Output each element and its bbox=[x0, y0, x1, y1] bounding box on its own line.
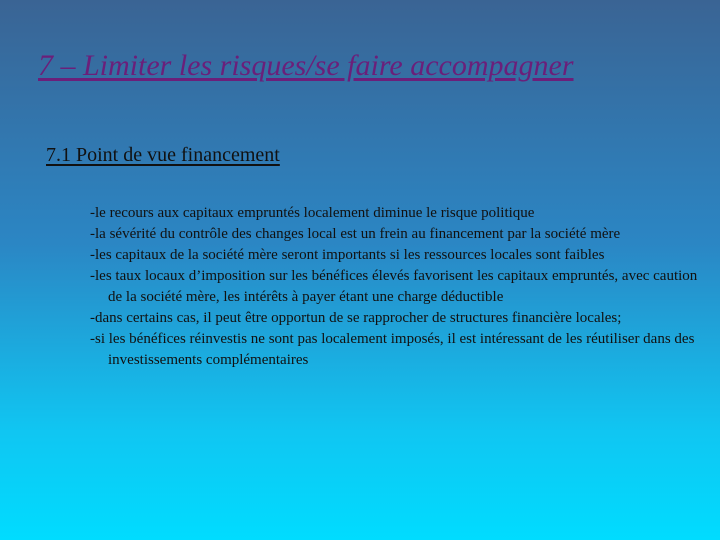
bullet-item: -dans certains cas, il peut être opportun de se rapprocher de structures financière locales; bbox=[90, 310, 622, 326]
bullet-item: -si les bénéfices réinvestis ne sont pas localement imposés, il est intéressant de les réutiliser dans des investissements complémentaires bbox=[90, 331, 695, 368]
bullet-list bbox=[90, 203, 700, 371]
slide-title: 7 – Limiter les risques/se faire accompagner bbox=[38, 49, 574, 82]
bullet-item: -la sévérité du contrôle des changes local est un frein au financement par la société mère bbox=[90, 226, 621, 242]
section-heading: 7.1 Point de vue financement bbox=[46, 144, 280, 166]
bullet-item: -les capitaux de la société mère seront importants si les ressources locales sont faibles bbox=[90, 247, 605, 263]
bullet-item: -les taux locaux d’imposition sur les bénéfices élevés favorisent les capitaux empruntés, avec caution de la société mère, les intérêts à payer étant une charge déductible bbox=[90, 268, 698, 305]
bullet-item: -le recours aux capitaux empruntés localement diminue le risque politique bbox=[90, 205, 535, 221]
